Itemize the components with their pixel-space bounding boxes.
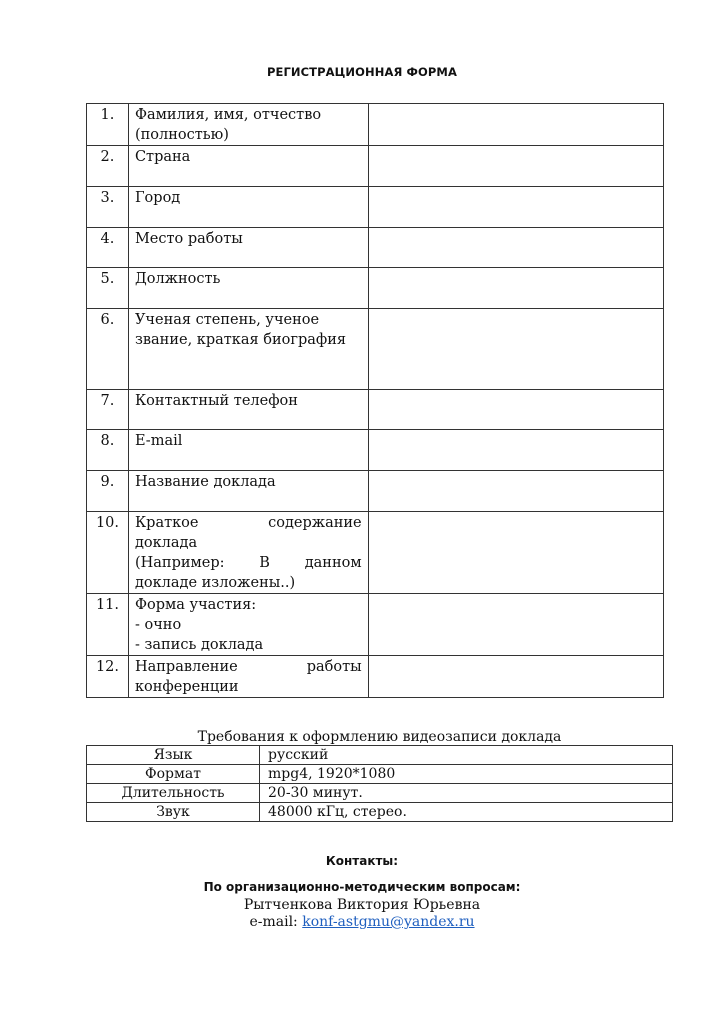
row-number: 3. bbox=[87, 187, 129, 228]
field-participation-form[interactable] bbox=[368, 594, 663, 656]
row-label: Место работы bbox=[128, 228, 368, 268]
row-number: 12. bbox=[87, 656, 129, 698]
row-number: 11. bbox=[87, 594, 129, 656]
requirement-key: Длительность bbox=[87, 784, 260, 803]
field-conference-track[interactable] bbox=[368, 656, 663, 698]
form-title: РЕГИСТРАЦИОННАЯ ФОРМА bbox=[267, 65, 457, 79]
row-number: 4. bbox=[87, 228, 129, 268]
requirement-value: 20-30 минут. bbox=[260, 784, 673, 803]
row-number: 9. bbox=[87, 471, 129, 512]
row-label: E-mail bbox=[128, 430, 368, 471]
row-number: 8. bbox=[87, 430, 129, 471]
field-report-title[interactable] bbox=[368, 471, 663, 512]
table-row bbox=[87, 803, 673, 822]
table-row bbox=[87, 390, 664, 430]
field-full-name[interactable] bbox=[368, 104, 663, 146]
field-workplace[interactable] bbox=[368, 228, 663, 268]
contacts-org-heading: По организационно-методическим вопросам: bbox=[203, 880, 521, 894]
row-label: Форма участия: - очно - запись доклада bbox=[128, 594, 368, 656]
requirement-value: русский bbox=[260, 746, 673, 765]
requirement-key: Формат bbox=[87, 765, 260, 784]
table-row bbox=[87, 656, 664, 698]
row-number: 1. bbox=[87, 104, 129, 146]
table-row bbox=[87, 146, 664, 187]
field-position[interactable] bbox=[368, 268, 663, 309]
requirement-key: Звук bbox=[87, 803, 260, 822]
row-number: 6. bbox=[87, 309, 129, 390]
row-label: Ученая степень, ученое звание, краткая биография bbox=[128, 309, 368, 390]
video-requirements-caption: Требования к оформлению видеозаписи доклада bbox=[197, 729, 562, 745]
row-label: Город bbox=[128, 187, 368, 228]
table-row bbox=[87, 765, 673, 784]
field-degree-bio[interactable] bbox=[368, 309, 663, 390]
row-number: 5. bbox=[87, 268, 129, 309]
row-label: Направление работы конференции bbox=[128, 656, 368, 698]
row-label: Контактный телефон bbox=[128, 390, 368, 430]
row-number: 2. bbox=[87, 146, 129, 187]
row-label: Фамилия, имя, отчество (полностью) bbox=[128, 104, 368, 146]
table-row bbox=[87, 594, 664, 656]
field-phone[interactable] bbox=[368, 390, 663, 430]
table-row bbox=[87, 471, 664, 512]
contact-name: Рытченкова Виктория Юрьевна bbox=[243, 897, 481, 913]
row-number: 10. bbox=[87, 512, 129, 594]
requirement-value: 48000 кГц, стерео. bbox=[260, 803, 673, 822]
table-row bbox=[87, 746, 673, 765]
requirement-value: mpg4, 1920*1080 bbox=[260, 765, 673, 784]
field-email[interactable] bbox=[368, 430, 663, 471]
field-country[interactable] bbox=[368, 146, 663, 187]
requirement-key: Язык bbox=[87, 746, 260, 765]
field-report-summary[interactable] bbox=[368, 512, 663, 594]
row-number: 7. bbox=[87, 390, 129, 430]
table-row bbox=[87, 512, 664, 594]
table-row bbox=[87, 784, 673, 803]
table-row bbox=[87, 430, 664, 471]
table-row bbox=[87, 268, 664, 309]
email-prefix: e-mail: bbox=[249, 914, 303, 930]
row-label: Должность bbox=[128, 268, 368, 309]
field-city[interactable] bbox=[368, 187, 663, 228]
row-label: Краткое содержание доклада (Например: В данном докладе изложены..) bbox=[128, 512, 368, 594]
email-link[interactable]: konf-astgmu@yandex.ru bbox=[302, 914, 475, 930]
table-row bbox=[87, 228, 664, 268]
table-row bbox=[87, 104, 664, 146]
contacts-title: Контакты: bbox=[325, 854, 399, 868]
contact-email-line bbox=[0, 914, 724, 930]
row-label: Название доклада bbox=[128, 471, 368, 512]
row-label: Страна bbox=[128, 146, 368, 187]
registration-table bbox=[86, 103, 664, 698]
table-row bbox=[87, 187, 664, 228]
video-requirements-table bbox=[86, 745, 673, 822]
table-row bbox=[87, 309, 664, 390]
